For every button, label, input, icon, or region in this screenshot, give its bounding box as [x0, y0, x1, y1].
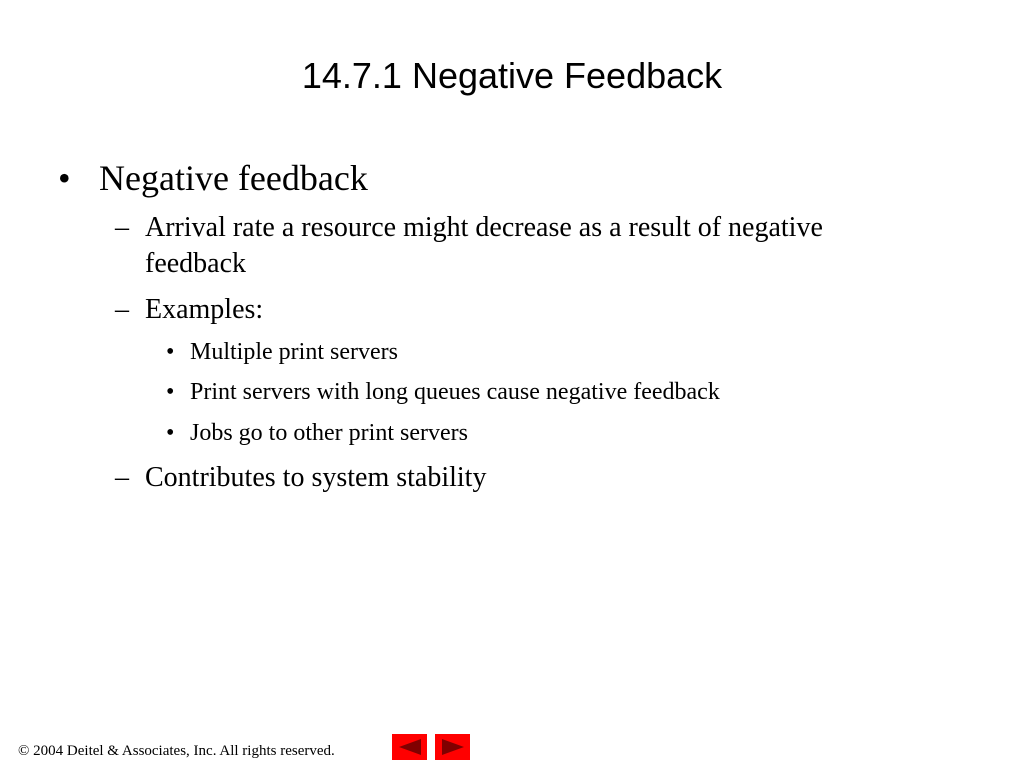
copyright-text: 2004 Deitel & Associates, Inc. All rights reserved.: [33, 743, 335, 759]
dash-marker: –: [115, 462, 129, 493]
subitem-examples: Examples:: [145, 294, 264, 325]
slide-title: 14.7.1 Negative Feedback: [301, 55, 723, 96]
bullet-marker: •: [166, 339, 175, 365]
footer: [18, 741, 335, 761]
previous-slide-button[interactable]: [392, 734, 427, 760]
bullet-marker: •: [58, 158, 71, 198]
subitem-system-stability: Contributes to system stability: [145, 462, 487, 493]
bullet-marker: •: [166, 379, 175, 405]
example-item-long-queues: Print servers with long queues cause negative feedback: [190, 379, 720, 405]
bullet-marker: •: [166, 420, 175, 446]
subitem-arrival-rate-continued: feedback: [145, 248, 247, 279]
subitem-arrival-rate: Arrival rate a resource might decrease as a result of negative: [145, 212, 823, 243]
next-slide-button[interactable]: [435, 734, 470, 760]
dash-marker: –: [115, 294, 129, 325]
copyright-symbol: ©: [18, 743, 30, 759]
example-item-multiple-print-servers: Multiple print servers: [190, 339, 398, 365]
dash-marker: –: [115, 212, 129, 243]
example-item-other-servers: Jobs go to other print servers: [190, 420, 468, 446]
bullet-item-negative-feedback: Negative feedback: [99, 158, 368, 198]
left-arrow-icon: [397, 738, 423, 756]
right-arrow-icon: [440, 738, 466, 756]
